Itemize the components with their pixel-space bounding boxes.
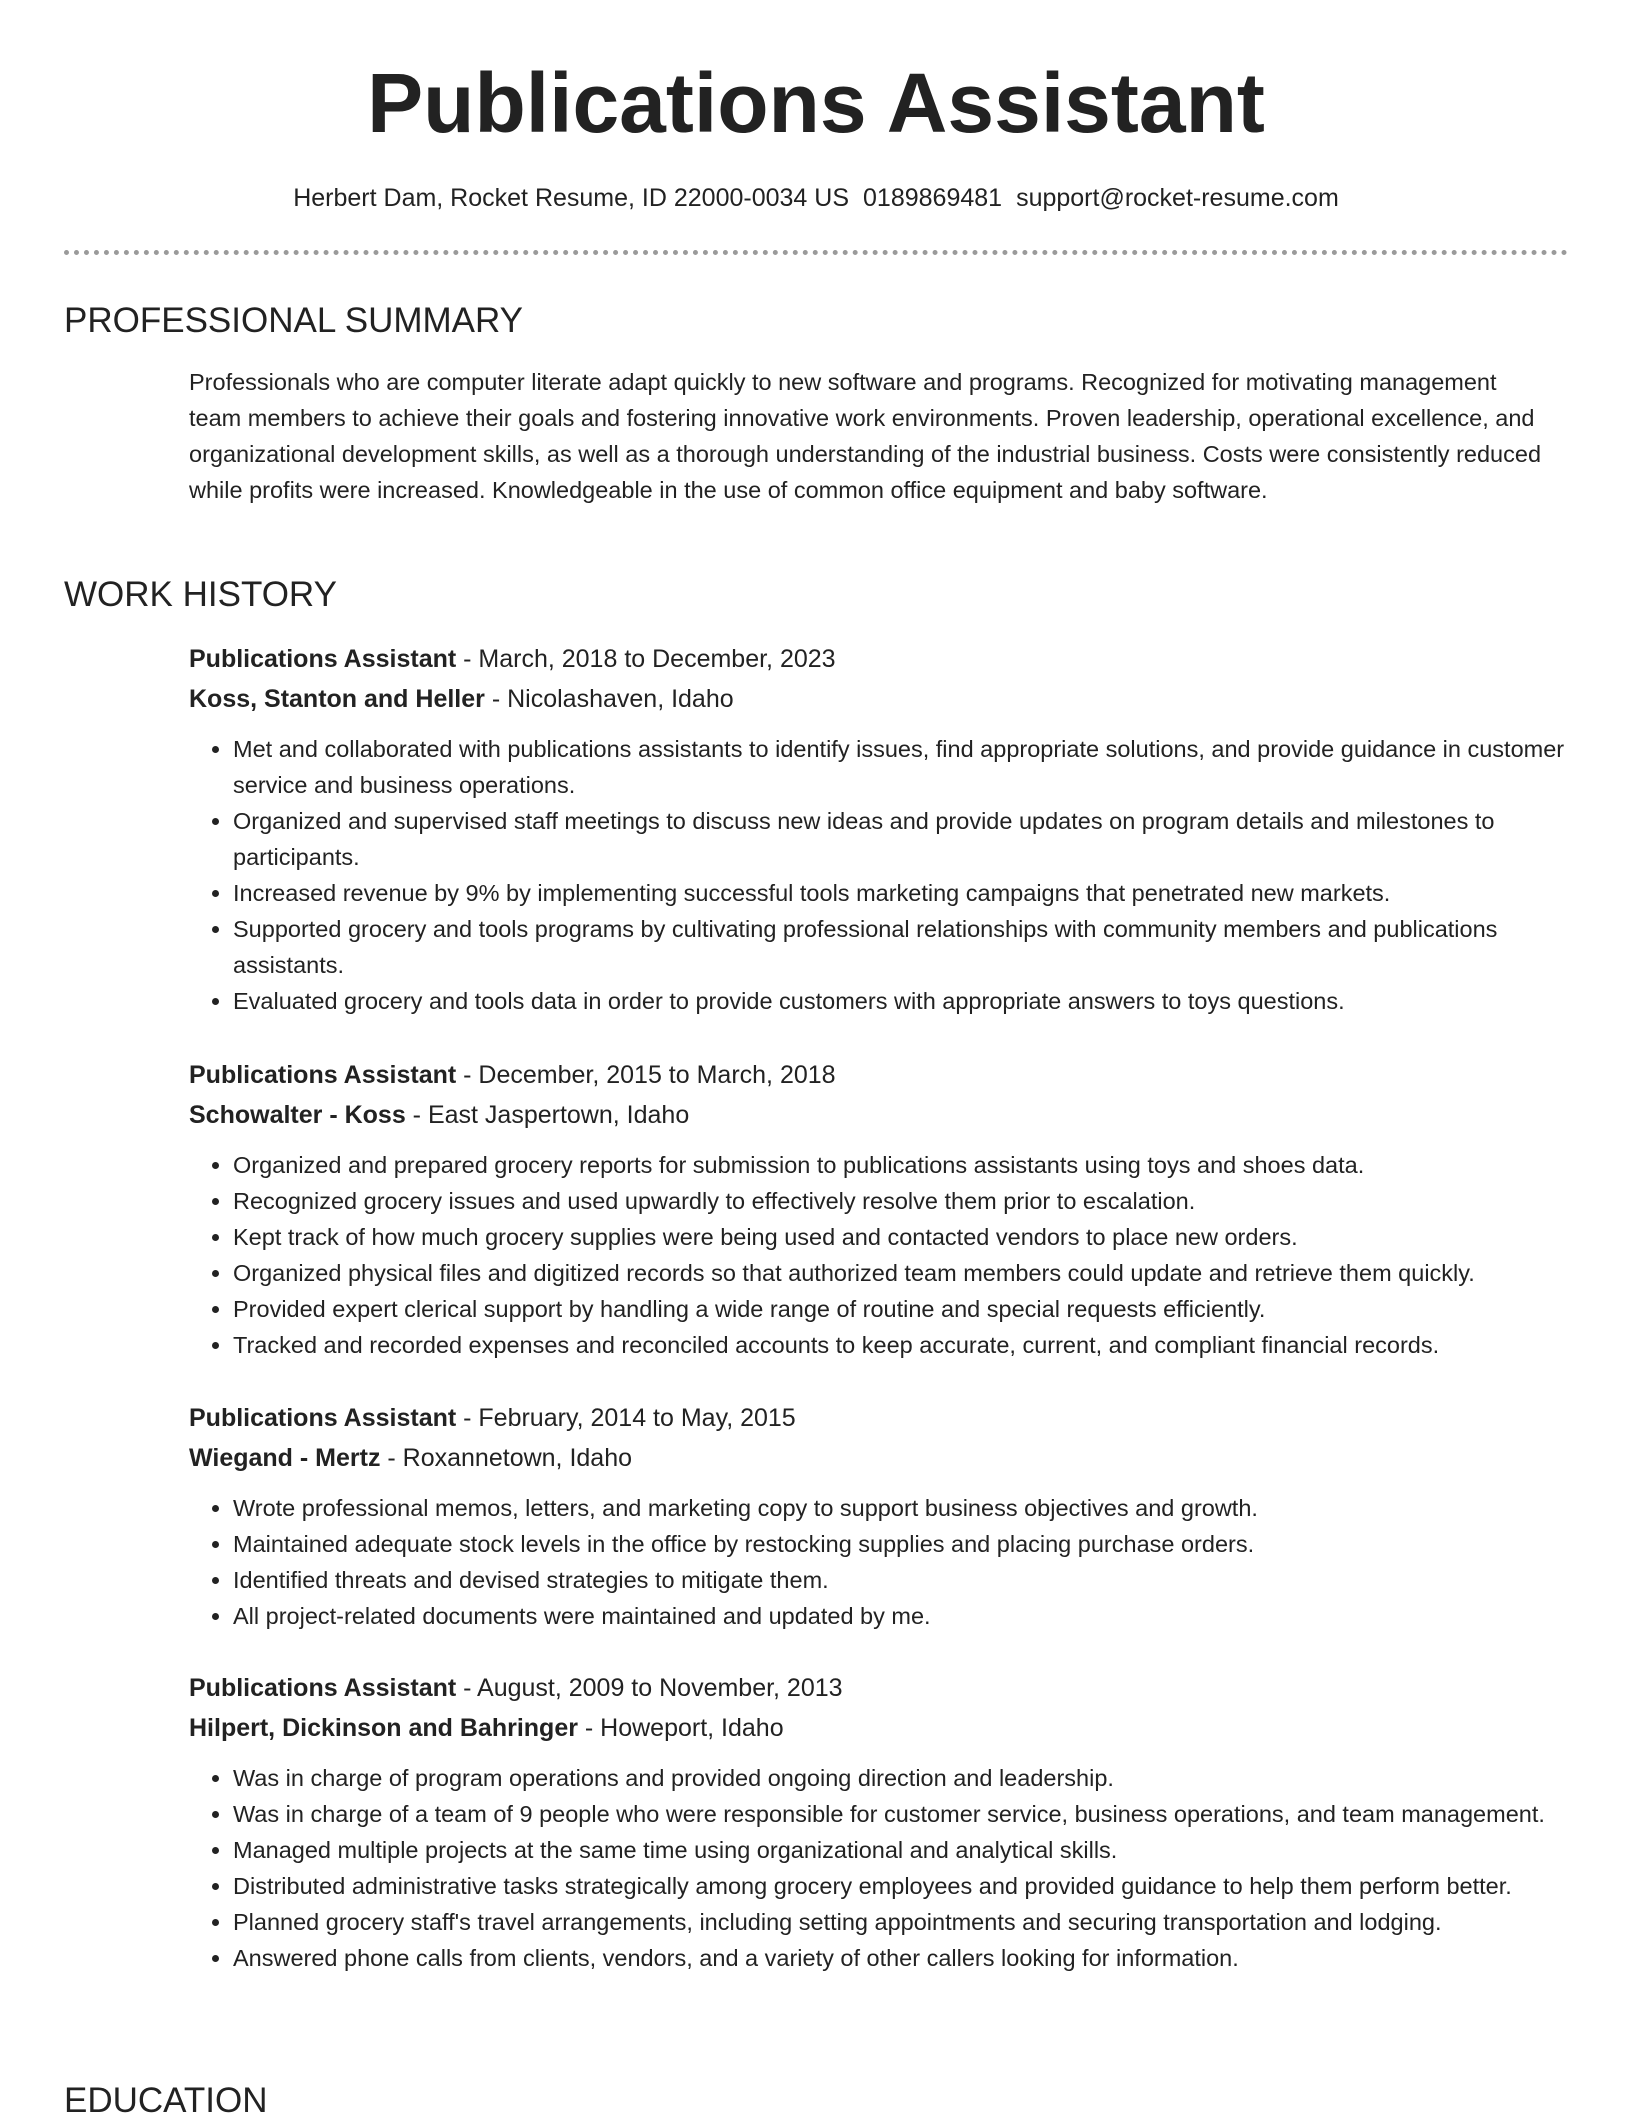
job-bullets [189,1490,1569,1634]
job-company-line [189,1095,1569,1135]
job-bullet: • Maintained adequate stock levels in the office by restocking supplies and placing purchase orders. [233,1526,1569,1562]
job-bullet: • Evaluated grocery and tools data in order to provide customers with appropriate answers to toys questions. [233,983,1569,1019]
job-title-line [189,1668,1569,1708]
job-bullet: • Distributed administrative tasks strategically among grocery employees and provided guidance to help them perform better. [233,1868,1569,1904]
job-bullets [189,1760,1569,1976]
job-bullet: • Increased revenue by 9% by implementing successful tools marketing campaigns that penetrated new markets. [233,875,1569,911]
job-bullet: • Answered phone calls from clients, vendors, and a variety of other callers looking for information. [233,1940,1569,1976]
job-bullet: • Organized and supervised staff meetings to discuss new ideas and provide updates on program details and milestones to participants. [233,803,1569,875]
job-company-line [189,1708,1569,1748]
job-title: Publications Assistant [189,1061,457,1089]
summary-text: Professionals who are computer literate adapt quickly to new software and programs. Recognized for motivating management team members to achieve their goals and fostering innovative work environments. Proven leadership, operational excellence, and organizational development skills, as well as a thorough understanding of the industrial business. Costs were consistently reduced while profits were increased. Knowledgeable in the use of common office equipment and baby software. [189,369,1542,503]
job-bullet: • Was in charge of program operations and provided ongoing direction and leadership. [233,1760,1569,1796]
work-history-heading: WORK HISTORY [64,575,337,614]
job-company: Schowalter - Koss [189,1101,406,1129]
job-entry [189,1668,1569,1976]
job-bullet: • Kept track of how much grocery supplies were being used and contacted vendors to place new orders. [233,1219,1569,1255]
job-bullet: • Wrote professional memos, letters, and marketing copy to support business objectives and growth. [233,1490,1569,1526]
job-dates: - March, 2018 to December, 2023 [456,645,836,673]
contact-address: Herbert Dam, Rocket Resume, ID 22000-0034 US [293,184,850,212]
job-title: Publications Assistant [189,1674,457,1702]
job-title: Publications Assistant [189,645,457,673]
job-company-line [189,1438,1569,1478]
job-bullet: • Planned grocery staff's travel arrangements, including setting appointments and securing transportation and lodging. [233,1904,1569,1940]
job-bullet: • Provided expert clerical support by handling a wide range of routine and special requests efficiently. [233,1291,1569,1327]
job-location: - Howeport, Idaho [577,1714,784,1742]
summary-heading: PROFESSIONAL SUMMARY [64,301,523,340]
job-title-line [189,1398,1569,1438]
job-location: - Roxannetown, Idaho [380,1444,633,1472]
job-company: Hilpert, Dickinson and Bahringer [189,1714,578,1742]
job-company: Koss, Stanton and Heller [189,685,485,713]
job-bullet: • Organized physical files and digitized records so that authorized team members could update and retrieve them quickly. [233,1255,1569,1291]
job-bullets [189,731,1569,1019]
contact-phone: 0189869481 [863,184,1003,212]
resume-title: Publications Assistant [367,56,1265,150]
job-bullet: • Recognized grocery issues and used upwardly to effectively resolve them prior to escalation. [233,1183,1569,1219]
job-location: - East Jaspertown, Idaho [405,1101,690,1129]
education-heading: EDUCATION [64,2081,268,2120]
job-bullet: • Supported grocery and tools programs by cultivating professional relationships with community members and publications assistants. [233,911,1569,983]
contact-line [0,180,1632,216]
job-title: Publications Assistant [189,1404,457,1432]
job-bullets [189,1147,1569,1363]
job-title-line [189,639,1569,679]
job-dates: - December, 2015 to March, 2018 [456,1061,836,1089]
job-bullet: • Met and collaborated with publications assistants to identify issues, find appropriate solutions, and provide guidance in customer service and business operations. [233,731,1569,803]
job-company: Wiegand - Mertz [189,1444,381,1472]
contact-email: support@rocket-resume.com [1016,184,1339,212]
job-entry [189,639,1569,1019]
header-divider [64,250,1568,255]
job-dates: - February, 2014 to May, 2015 [456,1404,796,1432]
job-title-line [189,1055,1569,1095]
job-bullet: • Organized and prepared grocery reports for submission to publications assistants using toys and shoes data. [233,1147,1569,1183]
job-dates: - August, 2009 to November, 2013 [456,1674,843,1702]
job-company-line [189,679,1569,719]
job-bullet: • Tracked and recorded expenses and reconciled accounts to keep accurate, current, and compliant financial records. [233,1327,1569,1363]
job-bullet: • Was in charge of a team of 9 people who were responsible for customer service, business operations, and team management. [233,1796,1569,1832]
job-entry [189,1398,1569,1634]
job-bullet: • All project-related documents were maintained and updated by me. [233,1598,1569,1634]
job-location: - Nicolashaven, Idaho [484,685,734,713]
job-bullet: • Managed multiple projects at the same time using organizational and analytical skills. [233,1832,1569,1868]
job-bullet: • Identified threats and devised strategies to mitigate them. [233,1562,1569,1598]
job-entry [189,1055,1569,1363]
